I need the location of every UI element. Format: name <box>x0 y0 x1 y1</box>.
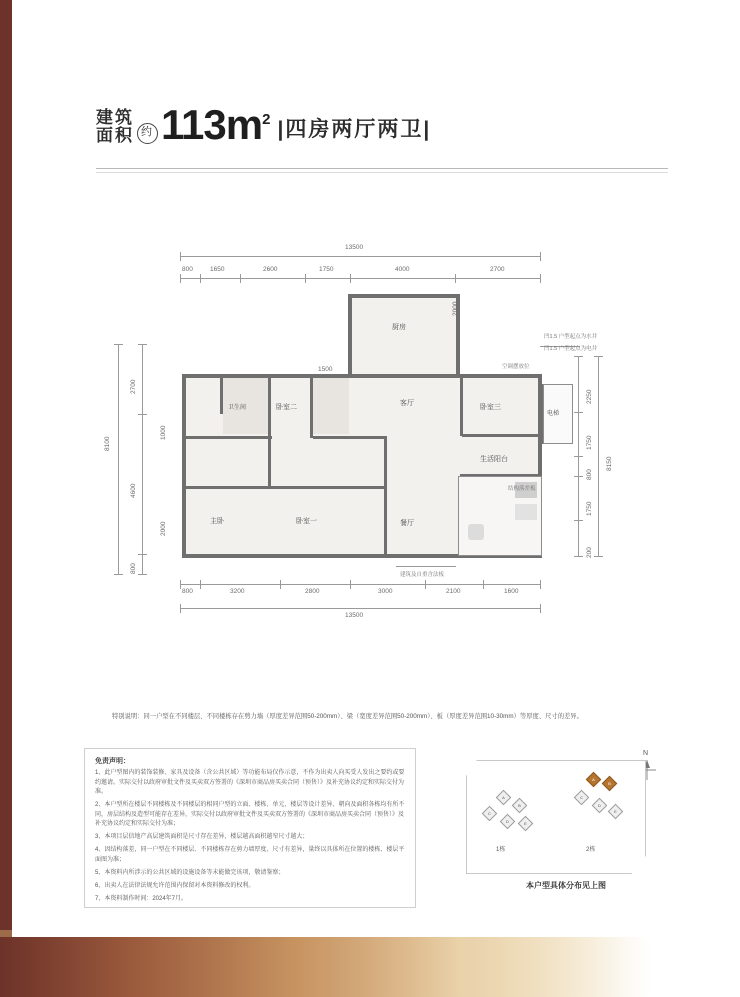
wall-partition-g <box>384 436 387 556</box>
wall-partition-c <box>268 436 271 488</box>
plan-note: 特别说明：同一户型在不同楼层、不同楼栋存在剪力墙（厚度差异范围50-200mm）、梁（宽度差异范围50-200mm）、板（厚度差异范围10-30mm）等厚度、尺寸的差异。 <box>112 713 583 720</box>
annotation-building-note: 建筑及自重含法板 <box>400 572 445 578</box>
wall-left <box>182 374 186 558</box>
bottom-decorative-strip <box>0 937 740 997</box>
cluster-2-label: 2栋 <box>586 847 596 853</box>
site-plan <box>466 752 666 902</box>
disclaimer-title: 免责声明： <box>95 758 130 765</box>
dim-right-4: 200 <box>586 547 593 558</box>
kitchen-zone-fill <box>350 296 460 378</box>
dim-right-1: 1750 <box>586 435 593 450</box>
compass-north-label: N <box>643 750 649 757</box>
dim-top-4: 4000 <box>395 266 410 273</box>
room-type-label: |四房两厅两卫| <box>277 118 432 141</box>
page-title <box>161 100 270 148</box>
page-header <box>96 100 666 148</box>
fixture-drain <box>468 524 484 540</box>
dim-left-0: 2700 <box>130 379 137 394</box>
wall-kitchen-top <box>348 294 460 298</box>
wall-kitchen-left <box>348 294 352 378</box>
area-label-line2: 面积 <box>96 126 134 145</box>
disclaimer-box <box>84 748 416 908</box>
site-block-label: E <box>614 809 617 814</box>
disclaimer-item: 6、出卖人在法律法规允许范围内保留对本资料修改的权利。 <box>95 882 255 889</box>
dim-bottom-2: 2800 <box>305 588 320 595</box>
site-block-label: B <box>608 781 611 786</box>
area-value: 113m <box>161 101 263 148</box>
dim-right-3: 1750 <box>586 501 593 516</box>
site-caption: 本户型具体分布见上图 <box>526 881 606 890</box>
dim-top-2: 2600 <box>263 266 278 273</box>
site-block-label: E <box>524 821 527 826</box>
approx-text: 约 <box>141 126 152 138</box>
site-block-label: D <box>506 819 509 824</box>
fixture-appliance <box>515 504 537 520</box>
dim-top-0: 800 <box>182 266 193 273</box>
room-label-master: 主卧 <box>210 518 224 525</box>
dim-bottom-1: 3200 <box>230 588 245 595</box>
dim-top-1: 1650 <box>210 266 225 273</box>
cluster-1-label: 1栋 <box>496 847 506 853</box>
site-block-label: A <box>592 777 595 782</box>
wall-partition-b <box>186 436 272 439</box>
room-label-storage: 生活阳台 <box>480 456 508 463</box>
disclaimer-item: 4、因结构落差，同一户型在不同楼层、不同楼栋存在剪力墙厚度、尺寸有差异，量终以具体所在位置的楼栋、楼层平面图为准； <box>95 847 405 863</box>
dim-right-0: 2250 <box>586 389 593 404</box>
annotation-structure-drop: 结构落差板 <box>508 486 536 492</box>
plan-walls <box>100 236 640 656</box>
annotation-water-well: 凹1.5 户型起点为水井 <box>544 334 598 340</box>
room-label-elevator: 电梯 <box>547 411 560 417</box>
dim-inner-3: 2000 <box>160 521 167 536</box>
dim-top-total: 13500 <box>345 244 364 251</box>
room-label-kitchen: 厨房 <box>392 324 406 331</box>
area-sup: 2 <box>262 111 270 128</box>
title-row <box>96 100 666 148</box>
annotation-leader <box>396 566 456 567</box>
disclaimer-item: 5、本资料内所涉示的公共区域的设施设备等未能做完该项，敬请鉴察； <box>95 869 285 876</box>
annotation-ac-position: 空调摆放位 <box>502 364 530 370</box>
dim-left-1: 4600 <box>130 483 137 498</box>
dim-bottom-4: 2100 <box>446 588 461 595</box>
site-block-label: A <box>502 795 505 800</box>
site-block-label: B <box>518 803 521 808</box>
accent-bar-upper <box>0 0 12 930</box>
dim-top-5: 2700 <box>490 266 505 273</box>
header-divider-secondary <box>96 172 668 173</box>
area-label <box>96 109 134 145</box>
wall-partition-i <box>462 434 540 437</box>
annotation-power-well: 凹1.5 户型起点为电井 <box>544 346 598 352</box>
site-block-label: C <box>580 795 583 800</box>
wall-partition-h <box>460 374 463 436</box>
room-label-dining: 餐厅 <box>400 520 414 527</box>
room-label-bedroom-2: 卧室二 <box>276 404 297 411</box>
site-block-label: D <box>598 803 601 808</box>
dim-left-2: 800 <box>130 563 137 574</box>
dim-inner-1: 1500 <box>318 366 333 373</box>
dim-right-total: 8150 <box>606 456 613 471</box>
wall-partition-a <box>268 374 271 438</box>
dim-bottom-5: 1600 <box>504 588 519 595</box>
dim-bottom-0: 800 <box>182 588 193 595</box>
dim-inner-0: 2000 <box>452 301 459 316</box>
site-block-label: C <box>488 811 491 816</box>
room-label-bath: 卫生间 <box>228 405 247 411</box>
dim-right-2: 800 <box>586 469 593 480</box>
left-accent-bar <box>0 0 12 997</box>
wall-partition-f <box>313 436 387 439</box>
disclaimer-item: 2、本户型所在楼层不同楼栋及不同楼层的相同户型的立面、楼栋、单元、楼层等设计差异、朝向及面积各栋均有所不同，房层结构及造型可能存在差异，实际交付以政府审批文件及买卖双方签署的《深圳市商品房买卖合同（预售）》及补充协议约定和实际交付为准； <box>95 802 405 828</box>
disclaimer-item: 3、本项目层信地产高层建筑面积是尺寸存在差异，楼层越高面积越窄尺寸越大； <box>95 834 309 841</box>
bath-2-fill <box>313 378 349 434</box>
room-label-bedroom-1: 卧室一 <box>296 518 317 525</box>
floor-plan <box>100 236 640 656</box>
approx-badge <box>137 121 159 143</box>
disclaimer-body <box>95 769 405 908</box>
dim-left-total: 8100 <box>104 436 111 451</box>
wall-partition-d <box>186 486 386 489</box>
disclaimer-item: 1、此户型图内的装饰装修、家具及设备（含公共区域）等功能布局仅作示意，不作为出卖人向买受人发出之要约或要约邀请。实际交付以政府审批文件及买卖双方签署的《深圳市商品房买卖合同（预售）》及补充协议约定和实际交付为准。 <box>95 770 405 796</box>
room-label-living: 客厅 <box>400 400 414 407</box>
header-divider <box>96 168 668 169</box>
dim-inner-2: 1000 <box>160 425 167 440</box>
disclaimer-item: 7、本资料制作时间：2024年7月。 <box>95 895 188 902</box>
room-label-bedroom-3: 卧室三 <box>480 404 501 411</box>
dim-bottom-total: 13500 <box>345 612 364 619</box>
area-label-line1: 建筑 <box>96 108 134 127</box>
dim-bottom-3: 3000 <box>378 588 393 595</box>
dim-top-3: 1750 <box>319 266 334 273</box>
bottom-strip-gradient <box>0 937 740 997</box>
